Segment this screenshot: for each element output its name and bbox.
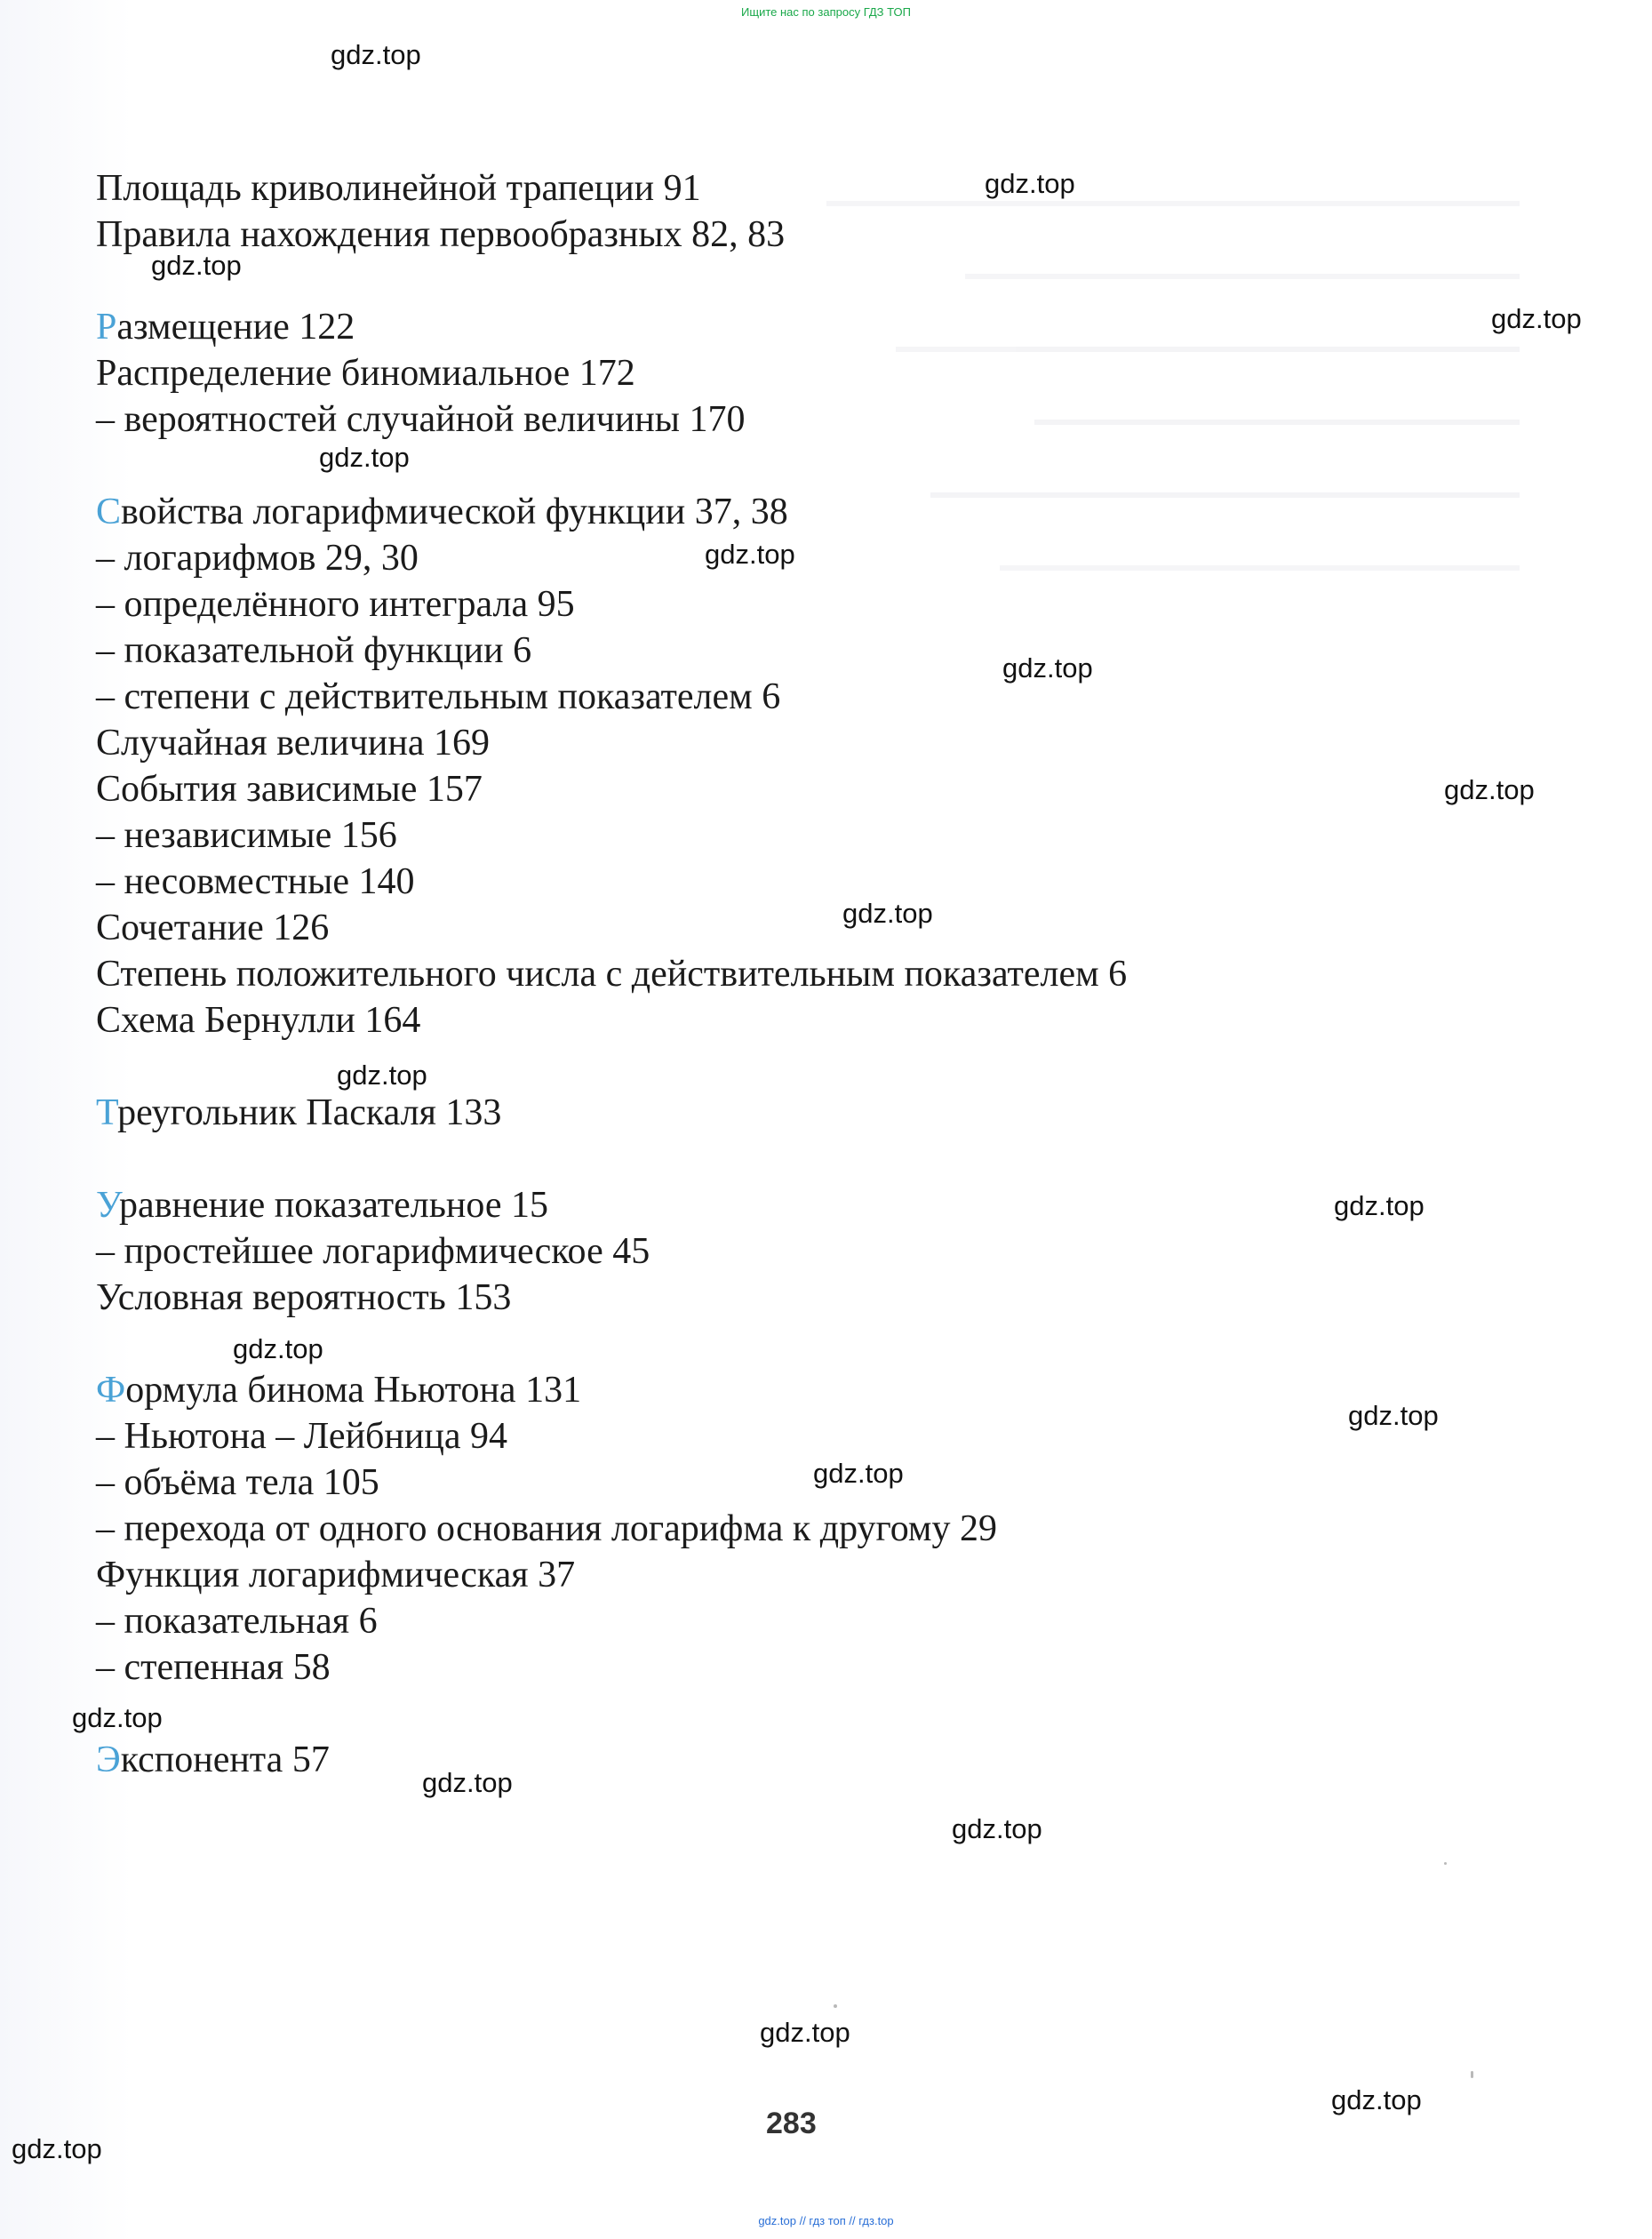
index-entry xyxy=(96,859,415,905)
index-entry xyxy=(96,951,1127,997)
entry-text: Степень положительного числа с действительным показателем 6 xyxy=(96,954,1128,995)
entry-text: – независимые 156 xyxy=(96,815,397,856)
watermark: gdz.top xyxy=(151,250,242,281)
index-entry xyxy=(96,1367,581,1413)
entry-text: Случайная величина 169 xyxy=(96,723,491,764)
index-entry xyxy=(96,396,746,443)
entry-text: – степени с действительным показателем 6 xyxy=(96,676,781,717)
bleed-through xyxy=(826,169,1520,1147)
index-entry xyxy=(96,1228,650,1275)
entry-initial: Э xyxy=(96,1739,121,1780)
index-entry xyxy=(96,1413,507,1459)
watermark: gdz.top xyxy=(233,1333,323,1364)
watermark: gdz.top xyxy=(331,39,421,70)
index-entry xyxy=(96,350,635,396)
index-entry xyxy=(96,304,355,350)
index-entry xyxy=(96,1459,379,1506)
entry-text: – несовместные 140 xyxy=(96,861,415,902)
entry-text: войства логарифмической функции 37, 38 xyxy=(121,492,788,532)
watermark: gdz.top xyxy=(422,1767,513,1798)
entry-initial: У xyxy=(96,1185,120,1226)
watermark: gdz.top xyxy=(842,898,933,929)
watermark: gdz.top xyxy=(12,2133,102,2164)
watermark: gdz.top xyxy=(813,1458,904,1489)
index-entry xyxy=(96,766,483,812)
index-entry xyxy=(96,1598,378,1644)
watermark: gdz.top xyxy=(1491,303,1582,334)
watermark: gdz.top xyxy=(952,1813,1042,1844)
watermark: gdz.top xyxy=(1348,1400,1439,1431)
entry-text: ормула бинома Ньютона 131 xyxy=(125,1370,582,1411)
index-entry xyxy=(96,674,780,720)
entry-text: Сочетание 126 xyxy=(96,908,330,948)
index-entry xyxy=(96,1644,331,1691)
page-number: 283 xyxy=(766,2107,817,2140)
index-entry xyxy=(96,535,419,581)
index-entry xyxy=(96,1090,501,1136)
dust-speck xyxy=(834,2004,837,2008)
entry-text: равнение показательное 15 xyxy=(119,1185,549,1226)
index-entry xyxy=(96,720,490,766)
entry-initial: С xyxy=(96,492,122,532)
watermark: gdz.top xyxy=(760,2017,850,2048)
index-entry xyxy=(96,1275,511,1321)
dust-speck xyxy=(1444,1862,1447,1865)
watermark: gdz.top xyxy=(319,442,410,473)
index-entry xyxy=(96,489,788,535)
entry-text: реугольник Паскаля 133 xyxy=(117,1092,502,1133)
entry-text: События зависимые 157 xyxy=(96,769,483,810)
index-entry xyxy=(96,1552,575,1598)
watermark: gdz.top xyxy=(1002,652,1093,684)
entry-text: кспонента 57 xyxy=(120,1739,330,1780)
index-entry xyxy=(96,212,785,258)
watermark: gdz.top xyxy=(705,539,795,570)
entry-text: – показательная 6 xyxy=(96,1601,378,1642)
entry-text: Условная вероятность 153 xyxy=(96,1277,512,1318)
index-entry xyxy=(96,997,420,1044)
index-entry xyxy=(96,165,701,212)
index-entry xyxy=(96,812,397,859)
watermark: gdz.top xyxy=(1334,1190,1425,1221)
entry-text: Схема Бернулли 164 xyxy=(96,1000,421,1041)
watermark: gdz.top xyxy=(1444,774,1535,805)
entry-text: – показательной функции 6 xyxy=(96,630,532,671)
dust-speck xyxy=(1471,2071,1473,2078)
watermark: gdz.top xyxy=(985,168,1075,199)
index-entry xyxy=(96,1506,997,1552)
watermark: gdz.top xyxy=(337,1060,427,1091)
entry-text: – объёма тела 105 xyxy=(96,1462,379,1503)
entry-text: – логарифмов 29, 30 xyxy=(96,538,419,579)
top-banner[interactable]: Ищите нас по запросу ГДЗ ТОП xyxy=(741,5,911,19)
entry-text: Площадь криволинейной трапеции 91 xyxy=(96,168,701,209)
entry-text: – Ньютона – Лейбница 94 xyxy=(96,1416,507,1457)
index-entry xyxy=(96,628,531,674)
watermark: gdz.top xyxy=(72,1702,163,1733)
entry-text: Распределение биномиальное 172 xyxy=(96,353,635,394)
entry-text: – перехода от одного основания логарифма к другому 29 xyxy=(96,1508,998,1549)
index-entry xyxy=(96,1182,548,1228)
bottom-banner[interactable]: gdz.top // гдз топ // гдз.top xyxy=(758,2214,894,2227)
entry-initial: Р xyxy=(96,307,117,348)
entry-text: – степенная 58 xyxy=(96,1647,331,1688)
index-entry xyxy=(96,581,575,628)
entry-text: Правила нахождения первообразных 82, 83 xyxy=(96,214,786,255)
watermark: gdz.top xyxy=(1331,2084,1422,2115)
entry-initial: Ф xyxy=(96,1370,126,1411)
entry-text: азмещение 122 xyxy=(116,307,355,348)
entry-text: Функция логарифмическая 37 xyxy=(96,1555,576,1595)
entry-text: – определённого интеграла 95 xyxy=(96,584,575,625)
index-entry xyxy=(96,905,329,951)
entry-text: – простейшее логарифмическое 45 xyxy=(96,1231,650,1272)
entry-text: – вероятностей случайной величины 170 xyxy=(96,399,746,440)
index-entry xyxy=(96,1737,330,1783)
entry-initial: Т xyxy=(96,1092,118,1133)
